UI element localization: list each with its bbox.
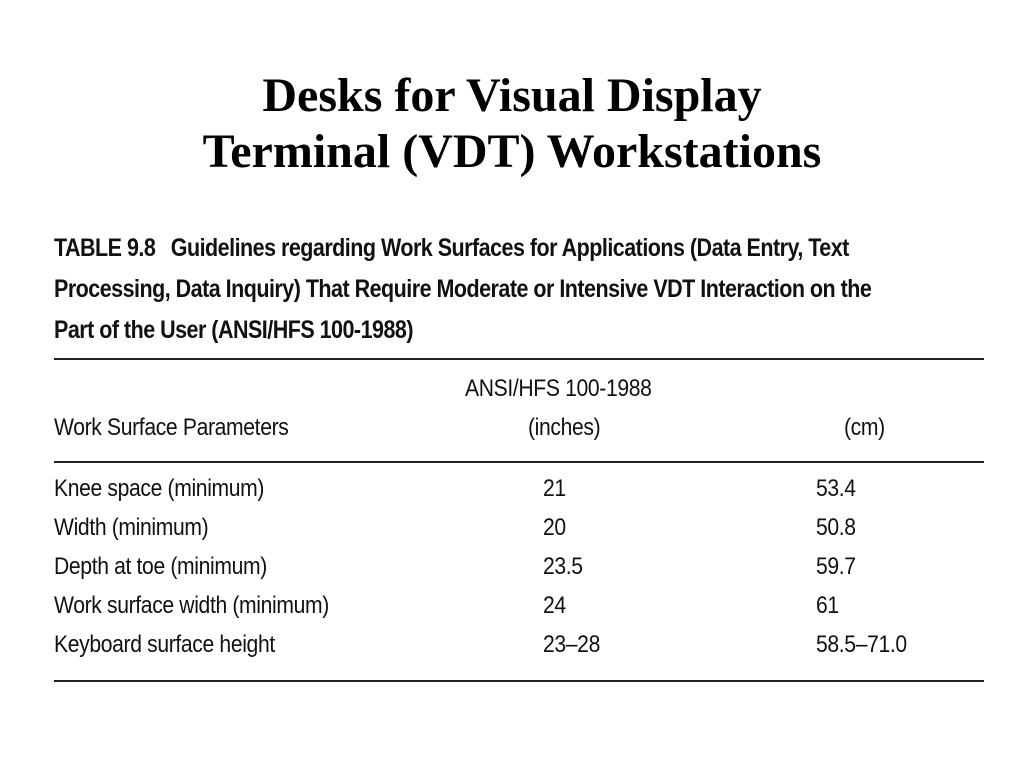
- row-inches: 20: [543, 514, 566, 541]
- row-inches: 23–28: [543, 631, 600, 658]
- column-header-parameters: Work Surface Parameters: [54, 414, 289, 441]
- table-row: [54, 474, 984, 513]
- row-cm: 61: [816, 592, 839, 619]
- column-header-inches: (inches): [528, 414, 601, 441]
- row-cm: 53.4: [816, 475, 856, 502]
- row-parameter: Work surface width (minimum): [54, 592, 329, 619]
- row-inches: 24: [543, 592, 566, 619]
- column-group-header: ANSI/HFS 100-1988: [465, 375, 652, 402]
- caption-line-1: [54, 228, 983, 269]
- caption-line-2: Processing, Data Inquiry) That Require Moderate or Intensive VDT Interaction on the: [54, 275, 872, 303]
- caption-text-1: Guidelines regarding Work Surfaces for Applications (Data Entry, Text: [170, 234, 849, 262]
- row-inches: 23.5: [543, 553, 583, 580]
- row-inches: 21: [543, 475, 566, 502]
- slide-title: [0, 68, 1024, 180]
- table-figure: [54, 228, 984, 658]
- table-caption: [54, 228, 983, 351]
- row-cm: 58.5–71.0: [816, 631, 907, 658]
- column-header-cm: (cm): [844, 414, 885, 441]
- row-cm: 59.7: [816, 553, 856, 580]
- table-bottom-rule: [54, 680, 984, 682]
- row-parameter: Depth at toe (minimum): [54, 553, 267, 580]
- header-rule: [54, 461, 984, 463]
- table-row: [54, 591, 984, 630]
- table-row: [54, 513, 984, 552]
- slide-title-line-1: Desks for Visual Display: [262, 69, 762, 122]
- table-row: [54, 552, 984, 591]
- table-row: [54, 630, 984, 669]
- slide-title-line-2: Terminal (VDT) Workstations: [202, 125, 822, 178]
- row-parameter: Keyboard surface height: [54, 631, 275, 658]
- table-label: TABLE 9.8: [54, 234, 156, 262]
- caption-line-3: Part of the User (ANSI/HFS 100-1988): [54, 316, 413, 344]
- row-cm: 50.8: [816, 514, 856, 541]
- row-parameter: Width (minimum): [54, 514, 209, 541]
- table-top-rule: [54, 358, 984, 360]
- row-parameter: Knee space (minimum): [54, 475, 265, 502]
- table-body: [54, 474, 984, 669]
